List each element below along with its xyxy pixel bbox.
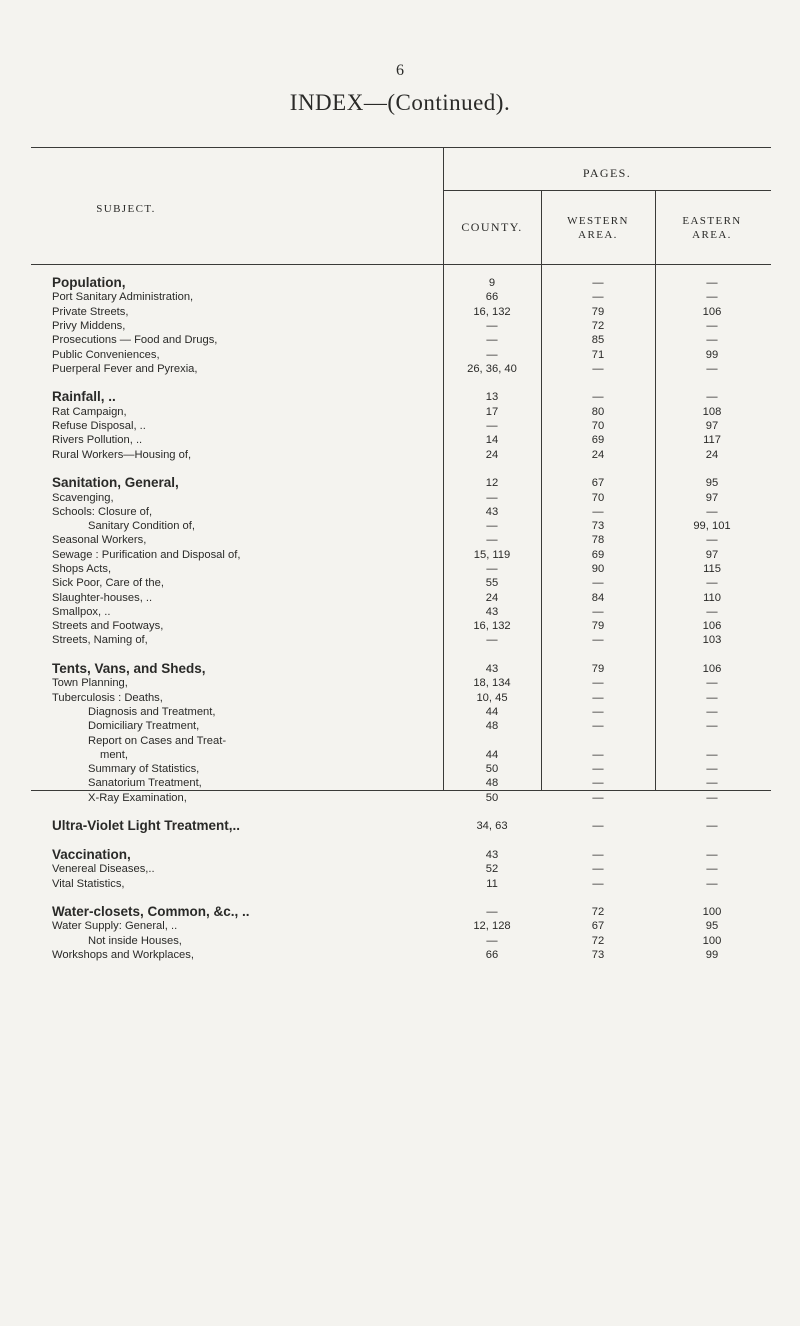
eastern-area-cell: 103 [702, 634, 722, 646]
subject-cell: Domiciliary Treatment, [88, 720, 200, 732]
county-cell: 43 [485, 849, 499, 861]
eastern-area-cell: — [706, 763, 718, 775]
subject-cell: Scavenging, [52, 492, 114, 504]
subject-cell: Vital Statistics, [52, 878, 125, 890]
county-cell: 12 [485, 477, 499, 489]
county-cell: — [486, 349, 498, 361]
county-cell: — [486, 334, 498, 346]
eastern-area-cell: 110 [703, 592, 721, 604]
table-row [0, 433, 800, 447]
eastern-area-cell: 24 [705, 449, 719, 461]
table-row [0, 934, 800, 948]
table-top-rule [31, 147, 771, 148]
eastern-area-cell: — [706, 792, 718, 804]
western-area-cell: 90 [591, 563, 605, 575]
table-row [0, 619, 800, 633]
western-area-cell: — [592, 792, 604, 804]
county-cell: 15, 119 [473, 549, 511, 561]
table-row [0, 591, 800, 605]
subject-cell: Water-closets, Common, &c., .. [52, 904, 250, 919]
subject-cell: Vaccination, [52, 847, 131, 862]
eastern-area-cell: 100 [702, 935, 722, 947]
county-cell: — [486, 420, 498, 432]
eastern-area-cell: 97 [705, 549, 719, 561]
western-area-cell: 24 [591, 449, 605, 461]
western-area-cell: — [592, 863, 604, 875]
table-row [0, 905, 800, 919]
table-row [0, 505, 800, 519]
subject-cell: Water Supply: General, .. [52, 920, 178, 932]
subject-cell: Schools: Closure of, [52, 506, 153, 518]
table-row [0, 562, 800, 576]
table-row [0, 576, 800, 590]
table-row [0, 848, 800, 862]
western-area-cell: 79 [591, 620, 605, 632]
eastern-area-cell: 117 [703, 434, 721, 446]
eastern-area-cell: 95 [705, 477, 719, 489]
pages-header-rule [443, 190, 771, 191]
page-title: INDEX—(Continued). [289, 90, 511, 115]
county-cell: 34, 63 [476, 820, 508, 832]
western-area-cell: 80 [591, 406, 605, 418]
western-area-cell: 79 [591, 663, 605, 675]
county-cell: 43 [485, 606, 499, 618]
western-area-cell: — [592, 820, 604, 832]
eastern-area-cell: — [706, 878, 718, 890]
western-area-cell: — [592, 506, 604, 518]
eastern-area-cell: 97 [705, 420, 719, 432]
subject-cell: Slaughter-houses, .. [52, 592, 153, 604]
header-western-area: WESTERN AREA. [567, 215, 629, 241]
eastern-area-cell: — [706, 320, 718, 332]
western-area-cell: 84 [591, 592, 605, 604]
western-area-cell: — [592, 363, 604, 375]
western-area-cell: 67 [591, 920, 605, 932]
county-cell: 11 [486, 878, 498, 890]
subject-cell: Prosecutions — Food and Drugs, [52, 334, 218, 346]
subject-cell: Tents, Vans, and Sheds, [52, 661, 206, 676]
header-eastern-area: EASTERN AREA. [682, 215, 742, 241]
western-area-cell: — [592, 391, 604, 403]
subject-cell: ment, [100, 749, 128, 761]
county-cell: 66 [485, 949, 499, 961]
county-cell: 48 [485, 777, 499, 789]
western-area-cell: 67 [591, 477, 605, 489]
western-area-cell: 71 [591, 349, 605, 361]
subject-cell: Streets, Naming of, [52, 634, 148, 646]
county-cell: 16, 132 [473, 620, 511, 632]
western-area-cell: — [592, 277, 604, 289]
table-row [0, 290, 800, 304]
eastern-area-cell: — [706, 692, 718, 704]
western-area-cell: 72 [591, 935, 605, 947]
table-row [0, 705, 800, 719]
subject-cell: Summary of Statistics, [88, 763, 200, 775]
table-row [0, 605, 800, 619]
eastern-area-cell: 97 [705, 492, 719, 504]
subject-cell: Shops Acts, [52, 563, 112, 575]
eastern-area-cell: — [706, 534, 718, 546]
eastern-area-cell: 106 [702, 306, 722, 318]
western-area-cell: — [592, 749, 604, 761]
county-cell: — [486, 563, 498, 575]
table-row [0, 305, 800, 319]
eastern-area-cell: — [706, 749, 718, 761]
eastern-area-cell: — [706, 291, 718, 303]
county-cell: 26, 36, 40 [467, 363, 517, 375]
subject-cell: Venereal Diseases,.. [52, 863, 155, 875]
subject-cell: Refuse Disposal, .. [52, 420, 146, 432]
county-cell: — [486, 634, 498, 646]
eastern-area-cell: — [706, 277, 718, 289]
county-cell: 50 [485, 792, 499, 804]
table-row [0, 333, 800, 347]
eastern-area-cell: 106 [702, 663, 722, 675]
county-cell: 24 [485, 449, 499, 461]
table-row [0, 276, 800, 290]
western-area-cell: — [592, 634, 604, 646]
western-area-cell: 69 [591, 549, 605, 561]
table-row [0, 791, 800, 805]
subject-cell: Population, [52, 275, 126, 290]
table-row [0, 476, 800, 490]
eastern-area-cell: — [706, 777, 718, 789]
eastern-area-cell: — [706, 720, 718, 732]
western-area-cell: — [592, 763, 604, 775]
western-area-cell: 72 [591, 906, 605, 918]
table-row [0, 948, 800, 962]
eastern-area-cell: — [706, 849, 718, 861]
eastern-area-cell: — [706, 363, 718, 375]
eastern-area-cell: 106 [702, 620, 722, 632]
county-cell: 43 [485, 506, 499, 518]
county-cell: 12, 128 [473, 920, 511, 932]
subject-cell: Diagnosis and Treatment, [88, 706, 216, 718]
subject-cell: Puerperal Fever and Pyrexia, [52, 363, 198, 375]
county-cell: 18, 134 [473, 677, 511, 689]
subject-cell: Port Sanitary Administration, [52, 291, 194, 303]
western-area-cell: 73 [591, 520, 605, 532]
subject-cell: Seasonal Workers, [52, 534, 147, 546]
subject-cell: Rural Workers—Housing of, [52, 449, 192, 461]
eastern-area-cell: — [706, 677, 718, 689]
county-cell: — [486, 534, 498, 546]
county-cell: — [486, 320, 498, 332]
subject-cell: Private Streets, [52, 306, 129, 318]
county-cell: 66 [485, 291, 499, 303]
table-row [0, 819, 800, 833]
subject-cell: Rat Campaign, [52, 406, 127, 418]
table-row [0, 548, 800, 562]
subject-cell: Town Planning, [52, 677, 128, 689]
table-row [0, 691, 800, 705]
eastern-area-cell: 99 [705, 949, 719, 961]
table-row [0, 633, 800, 647]
table-row [0, 319, 800, 333]
subject-cell: Ultra-Violet Light Treatment,.. [52, 818, 241, 833]
eastern-area-cell: 95 [705, 920, 719, 932]
county-cell: 24 [485, 592, 499, 604]
western-area-cell: 79 [591, 306, 605, 318]
western-area-cell: — [592, 291, 604, 303]
subject-cell: Sick Poor, Care of the, [52, 577, 164, 589]
county-cell: 10, 45 [476, 692, 508, 704]
table-row [0, 362, 800, 376]
table-row [0, 762, 800, 776]
eastern-area-cell: — [706, 506, 718, 518]
eastern-area-cell: 99 [705, 349, 719, 361]
eastern-area-cell: — [706, 391, 718, 403]
eastern-area-cell: — [706, 577, 718, 589]
eastern-area-cell: — [706, 606, 718, 618]
subject-cell: Sewage : Purification and Disposal of, [52, 549, 241, 561]
subject-cell: Privy Middens, [52, 320, 126, 332]
western-area-cell: — [592, 720, 604, 732]
subject-cell: Streets and Footways, [52, 620, 164, 632]
subject-cell: Tuberculosis : Deaths, [52, 692, 163, 704]
subject-cell: X-Ray Examination, [88, 792, 187, 804]
western-area-cell: — [592, 777, 604, 789]
subject-cell: Workshops and Workplaces, [52, 949, 194, 961]
table-row [0, 491, 800, 505]
eastern-area-cell: 115 [703, 563, 721, 575]
western-area-cell: — [592, 606, 604, 618]
eastern-area-cell: — [706, 820, 718, 832]
table-row [0, 348, 800, 362]
table-row [0, 448, 800, 462]
subject-cell: Public Conveniences, [52, 349, 160, 361]
eastern-area-cell: — [706, 334, 718, 346]
subject-cell: Report on Cases and Treat- [88, 735, 227, 747]
eastern-area-cell: — [706, 706, 718, 718]
header-county: COUNTY. [461, 220, 523, 234]
subject-cell: Rivers Pollution, .. [52, 434, 143, 446]
county-cell: 55 [485, 577, 499, 589]
header-subject: SUBJECT. [96, 203, 156, 215]
western-area-cell: 70 [591, 492, 605, 504]
eastern-area-cell: — [706, 863, 718, 875]
county-cell: 9 [488, 277, 496, 289]
eastern-area-cell: 108 [702, 406, 722, 418]
table-row [0, 748, 800, 762]
subject-cell: Sanitary Condition of, [88, 520, 195, 532]
western-area-cell: 85 [591, 334, 605, 346]
table-row [0, 862, 800, 876]
table-row [0, 419, 800, 433]
western-area-cell: — [592, 692, 604, 704]
western-area-cell: 70 [591, 420, 605, 432]
western-area-cell: 69 [591, 434, 605, 446]
county-cell: — [486, 520, 498, 532]
western-area-cell: — [592, 878, 604, 890]
table-row [0, 877, 800, 891]
county-cell: 52 [485, 863, 499, 875]
table-row [0, 676, 800, 690]
western-area-cell: — [592, 849, 604, 861]
table-row [0, 519, 800, 533]
table-row [0, 734, 800, 748]
table-row [0, 390, 800, 404]
county-cell: 16, 132 [473, 306, 511, 318]
eastern-area-cell: 100 [702, 906, 722, 918]
western-area-cell: — [592, 677, 604, 689]
county-cell: 44 [485, 706, 499, 718]
county-cell: 17 [485, 406, 499, 418]
eastern-area-cell: 99, 101 [693, 520, 731, 532]
subject-cell: Rainfall, .. [52, 389, 116, 404]
table-row [0, 719, 800, 733]
page-number: 6 [396, 62, 404, 79]
table-row [0, 776, 800, 790]
table-row [0, 405, 800, 419]
table-row [0, 662, 800, 676]
header-bottom-rule [31, 264, 771, 265]
county-cell: 48 [485, 720, 499, 732]
county-cell: 13 [485, 391, 499, 403]
subject-cell: Sanatorium Treatment, [88, 777, 202, 789]
county-cell: 50 [485, 763, 499, 775]
county-cell: — [486, 492, 498, 504]
western-area-cell: — [592, 706, 604, 718]
county-cell: — [486, 906, 498, 918]
county-cell: 14 [485, 434, 499, 446]
western-area-cell: 73 [591, 949, 605, 961]
subject-cell: Not inside Houses, [88, 935, 182, 947]
header-pages: PAGES. [582, 166, 632, 180]
county-cell: 44 [485, 749, 499, 761]
subject-cell: Sanitation, General, [52, 475, 179, 490]
western-area-cell: 72 [591, 320, 605, 332]
western-area-cell: 78 [591, 534, 605, 546]
table-row [0, 919, 800, 933]
county-cell: — [486, 935, 498, 947]
subject-cell: Smallpox, .. [52, 606, 111, 618]
table-row [0, 533, 800, 547]
county-cell: 43 [485, 663, 499, 675]
western-area-cell: — [592, 577, 604, 589]
